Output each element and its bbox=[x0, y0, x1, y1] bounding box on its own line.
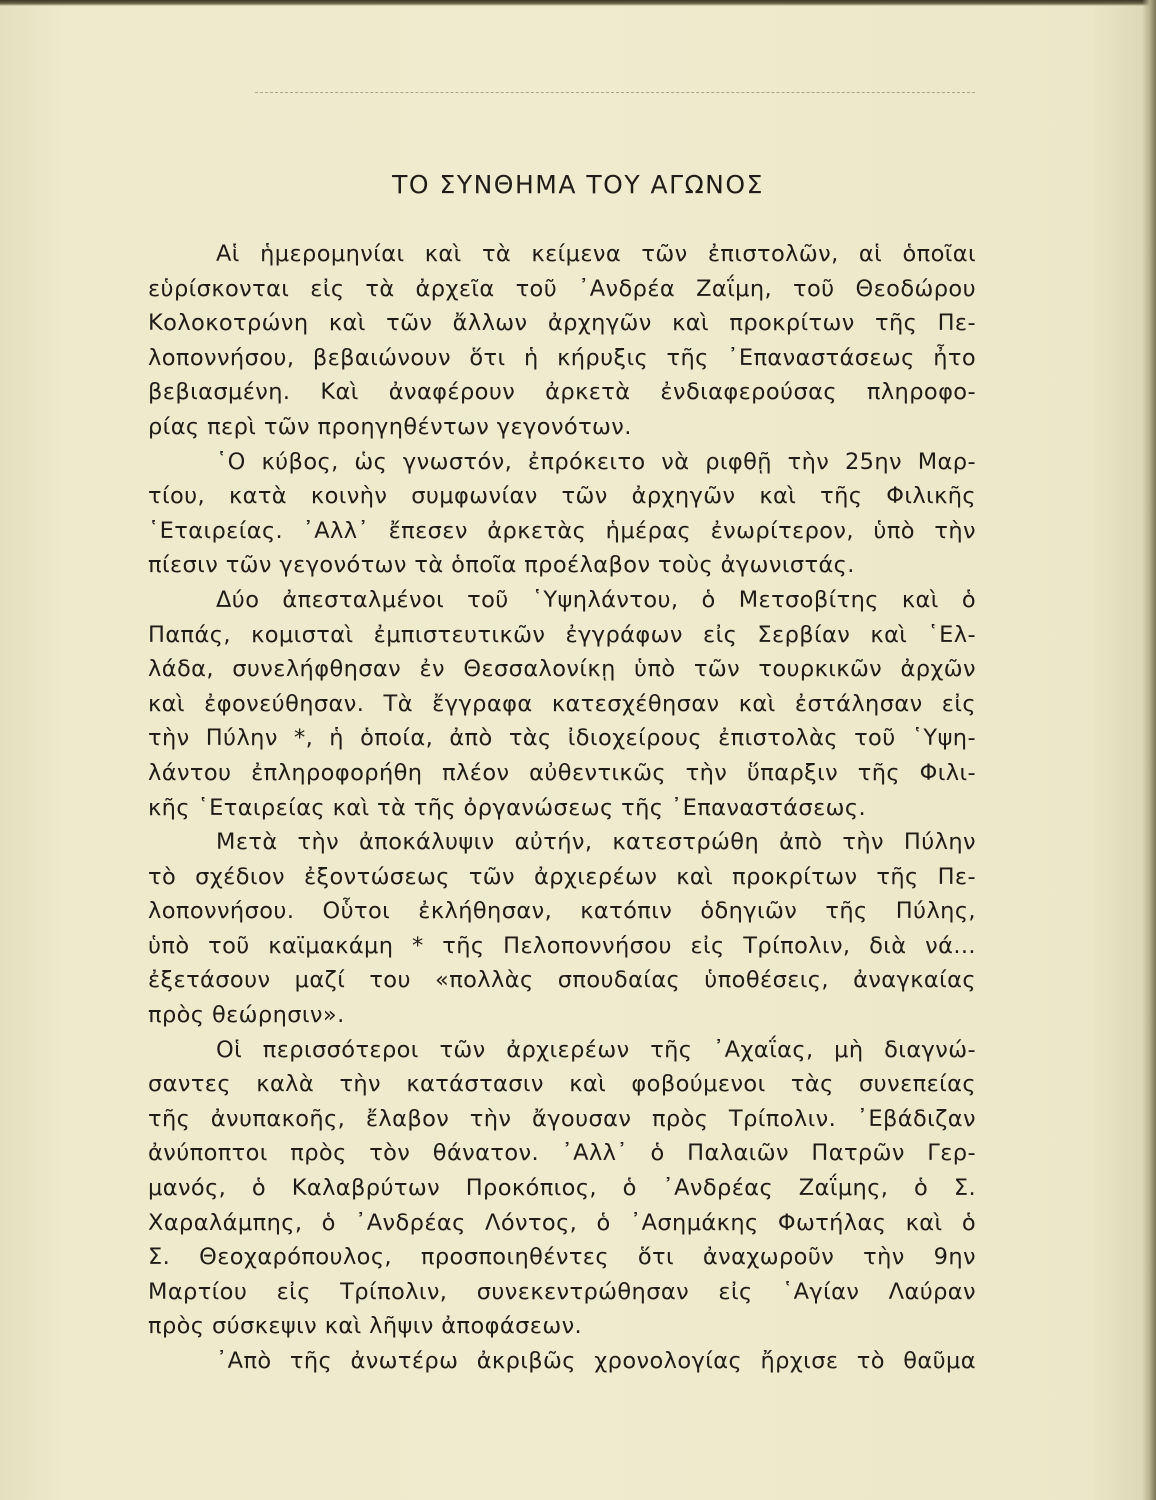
text-line: Μετὰ τὴν ἀποκάλυψιν αὐτήν, κατεστρώθη ἀπὸ τὴν Πύλην bbox=[216, 829, 976, 856]
text-line: τίου, κατὰ κοινὴν συμφωνίαν τῶν ἀρχηγῶν καὶ τῆς Φιλικῆς bbox=[148, 483, 976, 510]
chapter-title: ΤΟ ΣΥΝΘΗΜΑ ΤΟΥ ΑΓΩΝΟΣ bbox=[392, 170, 764, 199]
text-line: Κολοκοτρώνη καὶ τῶν ἄλλων ἀρχηγῶν καὶ προκρίτων τῆς Πε- bbox=[148, 310, 976, 337]
body-text bbox=[148, 237, 976, 1379]
text-line: τὴν Πύλην *, ἡ ὁποία, ἀπὸ τὰς ἰδιοχείρους ἐπιστολὰς τοῦ ῾Υψη- bbox=[148, 725, 976, 752]
text-line: ῾Ο κύβος, ὡς γνωστόν, ἐπρόκειτο νὰ ριφθῇ τὴν 25ην Μαρ- bbox=[216, 448, 976, 475]
text-line: λοποννήσου. Οὗτοι ἐκλήθησαν, κατόπιν ὁδηγιῶν τῆς Πύλης, bbox=[148, 898, 976, 925]
text-line: τῆς ἀνυπακοῆς, ἔλαβον τὴν ἄγουσαν πρὸς Τρίπολιν. ᾿Εβάδιζαν bbox=[148, 1105, 976, 1132]
text-line: τὸ σχέδιον ἐξοντώσεως τῶν ἀρχιερέων καὶ προκρίτων τῆς Πε- bbox=[148, 863, 976, 890]
text-line: Αἱ ἡμερομηνίαι καὶ τὰ κείμενα τῶν ἐπιστολῶν, αἱ ὁποῖαι bbox=[216, 241, 976, 267]
text-line: Δύο ἀπεσταλμένοι τοῦ ῾Υψηλάντου, ὁ Μετσοβίτης καὶ ὁ bbox=[216, 586, 976, 613]
text-line: Σ. Θεοχαρόπουλος, προσποιηθέντες ὅτι ἀναχωροῦν τὴν 9ην bbox=[148, 1244, 976, 1271]
text-line: μανός, ὁ Καλαβρύτων Προκόπιος, ὁ ᾿Ανδρέας Ζαΐμης, ὁ Σ. bbox=[148, 1175, 976, 1202]
text-line: καὶ ἐφονεύθησαν. Τὰ ἔγγραφα κατεσχέθησαν καὶ ἐστάλησαν εἰς bbox=[148, 690, 976, 717]
text-line: Οἱ περισσότεροι τῶν ἀρχιερέων τῆς ᾿Αχαΐας, μὴ διαγνώ- bbox=[216, 1036, 976, 1063]
text-line: Μαρτίου εἰς Τρίπολιν, συνεκεντρώθησαν εἰς ῾Αγίαν Λαύραν bbox=[148, 1278, 976, 1305]
text-line: ἀνύποπτοι πρὸς τὸν θάνατον. ᾿Αλλ᾿ ὁ Παλαιῶν Πατρῶν Γερ- bbox=[148, 1140, 976, 1167]
text-line: λάντου ἐπληροφορήθη πλέον αὐθεντικῶς τὴν ὕπαρξιν τῆς Φιλι- bbox=[148, 759, 976, 786]
text-line: ρίας περὶ τῶν προηγηθέντων γεγονότων. bbox=[148, 413, 632, 440]
text-line: κῆς ῾Εταιρείας καὶ τὰ τῆς ὀργανώσεως τῆς ᾿Επαναστάσεως. bbox=[148, 794, 867, 821]
text-line: πρὸς σύσκεψιν καὶ λῆψιν ἀποφάσεων. bbox=[148, 1313, 583, 1340]
text-line: ὑπὸ τοῦ καϊμακάμη * τῆς Πελοποννήσου εἰς Τρίπολιν, διὰ νά... bbox=[148, 932, 976, 959]
text-line: πίεσιν τῶν γεγονότων τὰ ὁποῖα προέλαβον τοὺς ἀγωνιστάς. bbox=[148, 552, 855, 579]
page-top-edge bbox=[0, 0, 1156, 6]
text-line: ᾿Απὸ τῆς ἀνωτέρω ἀκριβῶς χρονολογίας ἤρχισε τὸ θαῦμα bbox=[216, 1348, 976, 1374]
page-binding-edge bbox=[1142, 0, 1156, 1500]
text-line: πρὸς θεώρησιν». bbox=[148, 1002, 345, 1029]
text-line: ἐξετάσουν μαζί του «πολλὰς σπουδαίας ὑποθέσεις, ἀναγκαίας bbox=[148, 967, 976, 994]
text-line: Παπάς, κομισταὶ ἐμπιστευτικῶν ἐγγράφων εἰς Σερβίαν καὶ ῾Ελ- bbox=[148, 621, 976, 648]
text-line: σαντες καλὰ τὴν κατάστασιν καὶ φοβούμενοι τὰς συνεπείας bbox=[148, 1071, 976, 1098]
header-rule bbox=[255, 92, 975, 93]
text-line: λοποννήσου, βεβαιώνουν ὅτι ἡ κήρυξις τῆς ᾿Επαναστάσεως ἦτο bbox=[148, 344, 976, 371]
text-line: βεβιασμένη. Καὶ ἀναφέρουν ἀρκετὰ ἐνδιαφερούσας πληροφο- bbox=[148, 379, 976, 406]
text-line: ῾Εταιρείας. ᾿Αλλ᾿ ἔπεσεν ἀρκετὰς ἡμέρας ἐνωρίτερον, ὑπὸ τὴν bbox=[148, 517, 976, 544]
text-line: λάδα, συνελήφθησαν ἐν Θεσσαλονίκῃ ὑπὸ τῶν τουρκικῶν ἀρχῶν bbox=[148, 656, 976, 683]
text-line: εὑρίσκονται εἰς τὰ ἀρχεῖα τοῦ ᾿Ανδρέα Ζαΐμη, τοῦ Θεοδώρου bbox=[148, 275, 976, 302]
text-line: Χαραλάμπης, ὁ ᾿Ανδρέας Λόντος, ὁ ᾿Ασημάκης Φωτήλας καὶ ὁ bbox=[148, 1209, 976, 1236]
